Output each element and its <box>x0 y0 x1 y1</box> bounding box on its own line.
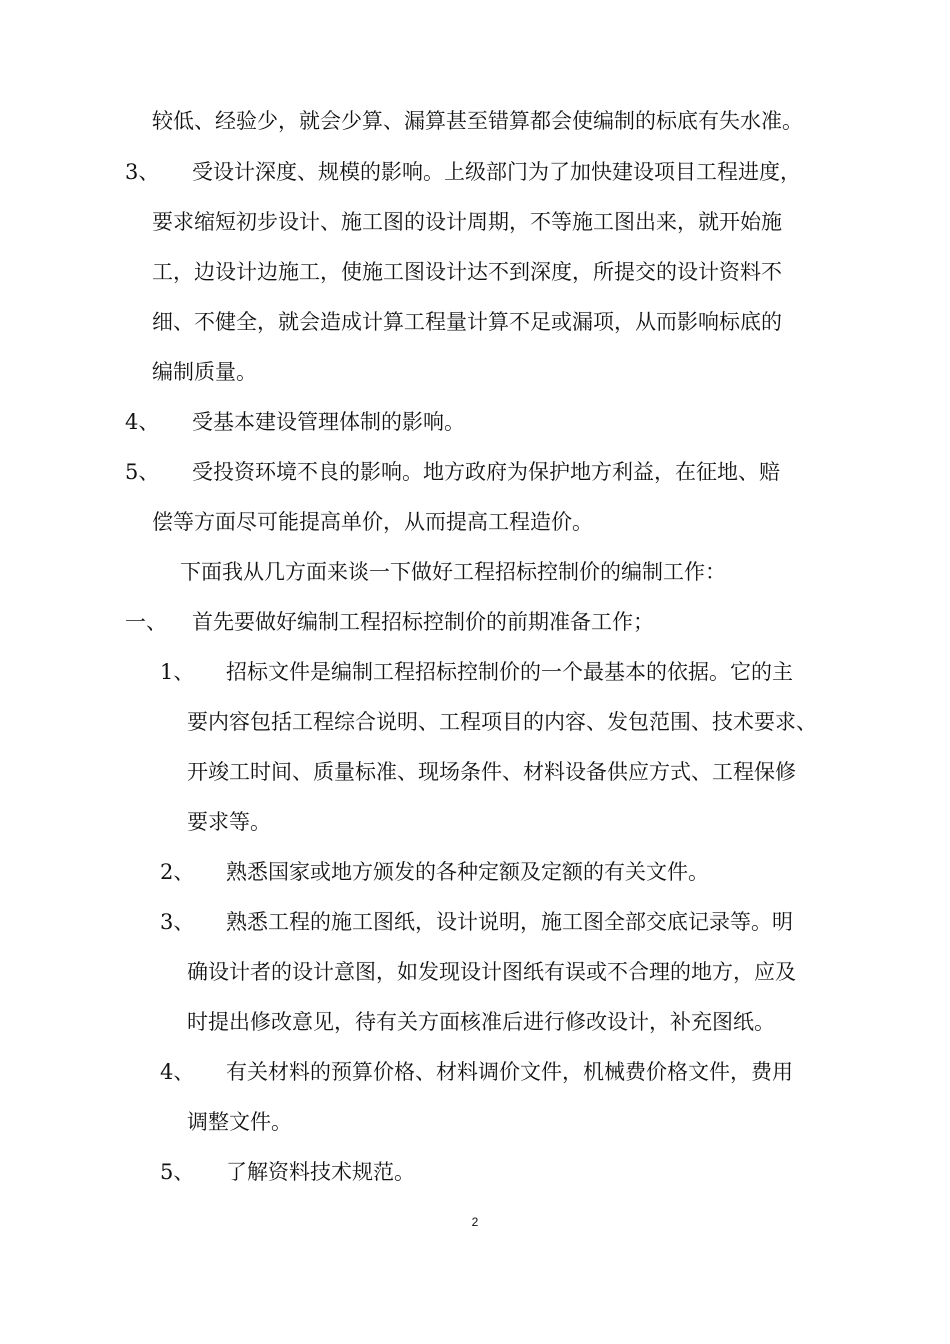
list-item-line: 工，边设计边施工，使施工图设计达不到深度，所提交的设计资料不 <box>152 260 782 284</box>
paragraph-line: 较低、经验少，就会少算、漏算甚至错算都会使编制的标底有失水准。 <box>152 109 803 133</box>
list-item-line: 受基本建设管理体制的影响。 <box>192 410 465 434</box>
sublist-item-line: 调整文件。 <box>187 1110 292 1134</box>
sublist-number: 2、 <box>160 860 195 884</box>
sublist-item-line: 熟悉工程的施工图纸，设计说明，施工图全部交底记录等。明 <box>226 910 793 934</box>
sublist-item-line: 要求等。 <box>187 810 271 834</box>
list-item-line: 受投资环境不良的影响。地方政府为保护地方利益，在征地、赔 <box>192 460 780 484</box>
list-item-line: 受设计深度、规模的影响。上级部门为了加快建设项目工程进度， <box>192 160 801 184</box>
sublist-item-line: 有关材料的预算价格、材料调价文件，机械费价格文件，费用 <box>226 1060 793 1084</box>
sublist-item-line: 确设计者的设计意图，如发现设计图纸有误或不合理的地方，应及 <box>187 960 796 984</box>
list-item-line: 编制质量。 <box>152 360 257 384</box>
page-number: 2 <box>471 1215 479 1229</box>
sublist-item-line: 了解资料技术规范。 <box>226 1160 415 1184</box>
sublist-number: 1、 <box>160 660 195 684</box>
intro-paragraph: 下面我从几方面来谈一下做好工程招标控制价的编制工作： <box>180 560 726 584</box>
list-item-line: 偿等方面尽可能提高单价，从而提高工程造价。 <box>152 510 593 534</box>
sublist-number: 5、 <box>160 1160 195 1184</box>
sublist-item-line: 时提出修改意见，待有关方面核准后进行修改设计，补充图纸。 <box>187 1010 775 1034</box>
list-number: 4、 <box>125 410 160 434</box>
section-number: 一、 <box>125 610 167 634</box>
sublist-item-line: 熟悉国家或地方颁发的各种定额及定额的有关文件。 <box>226 860 709 884</box>
list-number: 5、 <box>125 460 160 484</box>
list-item-line: 要求缩短初步设计、施工图的设计周期，不等施工图出来，就开始施 <box>152 210 782 234</box>
sublist-number: 4、 <box>160 1060 195 1084</box>
list-item-line: 细、不健全，就会造成计算工程量计算不足或漏项，从而影响标底的 <box>152 310 782 334</box>
list-number: 3、 <box>125 160 160 184</box>
sublist-item-line: 开竣工时间、质量标准、现场条件、材料设备供应方式、工程保修 <box>187 760 796 784</box>
sublist-item-line: 招标文件是编制工程招标控制价的一个最基本的依据。它的主 <box>226 660 793 684</box>
sublist-number: 3、 <box>160 910 195 934</box>
section-heading: 首先要做好编制工程招标控制价的前期准备工作； <box>192 610 654 634</box>
sublist-item-line: 要内容包括工程综合说明、工程项目的内容、发包范围、技术要求、 <box>187 710 817 734</box>
